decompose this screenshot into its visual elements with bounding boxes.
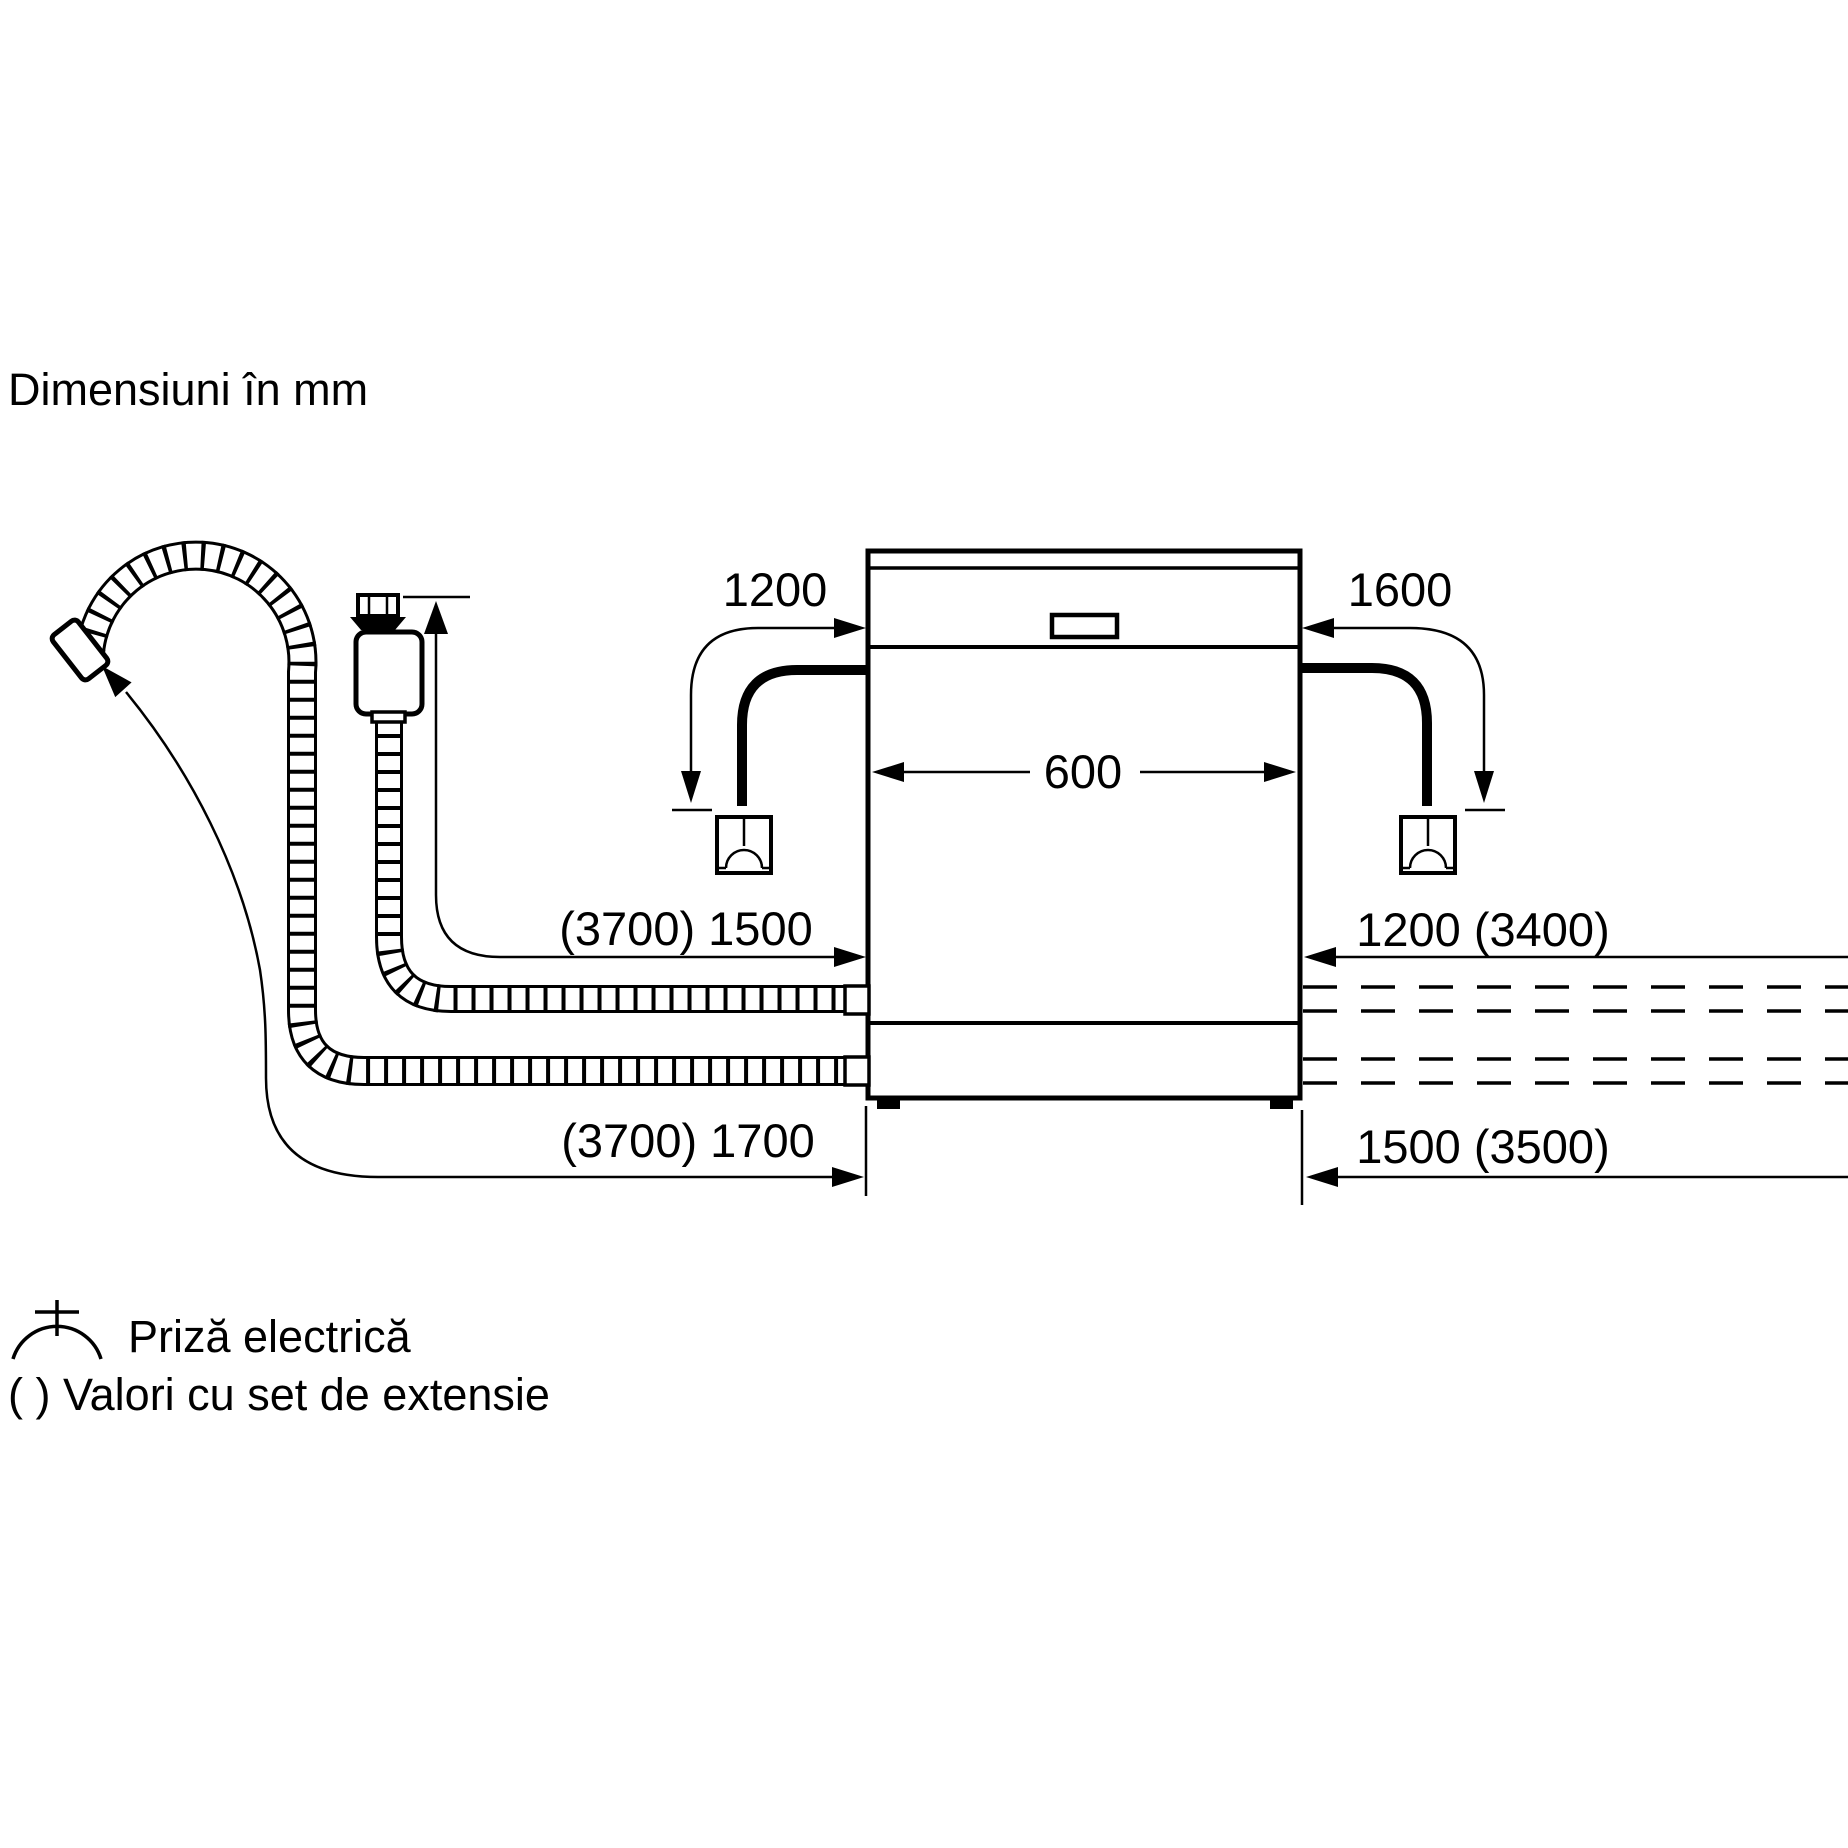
dishwasher [845,551,1300,1109]
dim-label-cord-left: 1200 [722,563,828,616]
socket-icon-legend [13,1300,101,1359]
faucet-connector [350,595,422,722]
dim-label-inlet-hose: (3700) 1500 [559,902,813,955]
foot-right [1270,1098,1293,1109]
dim-label-appliance-width: 600 [1043,745,1123,798]
aquastop-neck [372,712,405,722]
dim-rear-lower [1302,1110,1848,1205]
legend [8,1300,550,1420]
rear-hose-dashes [1303,987,1848,1083]
legend-extension-label: ( ) Valori cu set de extensie [8,1369,550,1420]
drain-hose-stub [845,1057,869,1085]
dim-label-cord-right: 1600 [1347,563,1453,616]
power-cord-left [742,670,868,806]
dim-label-drain-hose: (3700) 1700 [561,1114,815,1167]
dim-rear-upper [1304,903,1848,967]
tap-nut [358,595,398,616]
socket-icon-left [717,817,771,873]
dim-cord-left [672,563,866,810]
inlet-hose-stub [845,986,869,1014]
door-handle [1052,615,1117,637]
tap-seal [350,617,406,630]
dim-label-rear-lower: 1500 (3500) [1356,1120,1610,1173]
dim-label-rear-upper: 1200 (3400) [1356,903,1610,956]
dim-inlet-hose [403,597,866,967]
aquastop-box [356,632,422,714]
foot-left [877,1098,900,1109]
page-title: Dimensiuni în mm [8,364,369,415]
legend-socket-label: Priză electrică [128,1311,411,1362]
socket-icon-right [1401,817,1455,873]
dim-cord-right [1302,563,1505,810]
power-cord-right [1300,668,1427,806]
